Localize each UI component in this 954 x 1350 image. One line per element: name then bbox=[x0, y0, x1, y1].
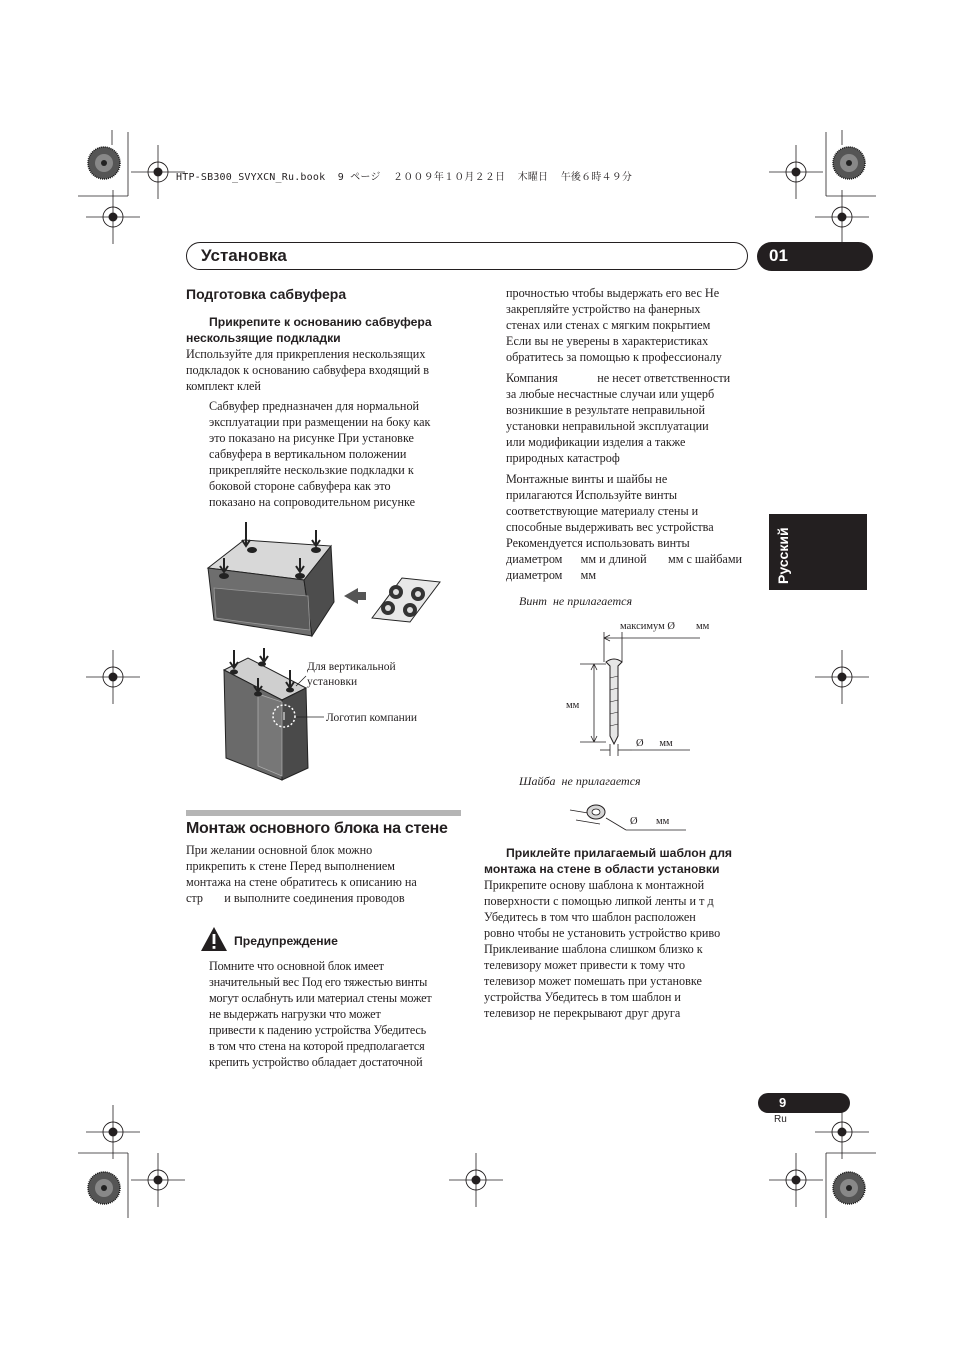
subwoofer-horizontal bbox=[208, 522, 334, 636]
text-line: телевизор не перекрывают друг друга bbox=[484, 1006, 681, 1020]
text-line: При желании основной блок можно bbox=[186, 843, 373, 857]
text-line: прочностью чтобы выдержать его вес Не bbox=[506, 286, 720, 300]
screws-paragraph bbox=[506, 471, 766, 583]
text-line: прикрепляйте нескользкие подкладки к bbox=[209, 463, 414, 477]
language-side-tab bbox=[769, 514, 867, 590]
text-line: установки неправильной эксплуатации bbox=[506, 419, 709, 433]
text-line: телевизору может привести к тому что bbox=[484, 958, 686, 972]
text-line: это показано на рисунке При установке bbox=[209, 431, 414, 445]
step-line: Прикрепите к основанию сабвуфера bbox=[209, 315, 432, 329]
crosshair-target-icon bbox=[769, 1153, 823, 1207]
crosshair-target-icon bbox=[815, 650, 869, 704]
crosshair-target-icon bbox=[86, 650, 140, 704]
text-line: стр и выполните соединения проводов bbox=[186, 891, 405, 905]
text-line: диаметром мм bbox=[506, 568, 597, 582]
text-line: Прикрепите основу шаблона к монтажной bbox=[484, 878, 705, 892]
text-line: способные выдерживать вес устройства bbox=[506, 520, 714, 534]
washer-diagram bbox=[566, 798, 690, 834]
text-line: телевизор может помешать при установке bbox=[484, 974, 702, 988]
text-line: прилагаются Используйте винты bbox=[506, 488, 678, 502]
text-line: ровно чтобы не установить устройство криво bbox=[484, 926, 721, 940]
step-line: монтажа на стене в области установки bbox=[484, 862, 720, 876]
text-line: не выдержать нагрузки что может bbox=[209, 1007, 381, 1021]
text-line: природных катастроф bbox=[506, 451, 620, 465]
page-number-badge bbox=[758, 1093, 850, 1113]
rosette-mark-bottom-left bbox=[86, 1170, 122, 1206]
vertical-install-label bbox=[307, 660, 396, 690]
warning-title: Предупреждение bbox=[234, 934, 338, 948]
liability-paragraph bbox=[506, 370, 766, 466]
crosshair-target-icon bbox=[86, 190, 140, 244]
warning-triangle-icon bbox=[200, 926, 228, 952]
crosshair-target-icon bbox=[131, 1153, 185, 1207]
text-line: Компания не несет ответственности bbox=[506, 371, 731, 385]
subwoofer-note bbox=[209, 398, 469, 510]
chapter-number: 01 bbox=[769, 246, 788, 265]
text-line: в том что стена на которой предполагается bbox=[209, 1039, 425, 1053]
text-line: закрепляйте устройство на фанерных bbox=[506, 302, 701, 316]
text-line: значительный вес Под его тяжестью винты bbox=[209, 975, 428, 989]
text-line: Приклеивание шаблона слишком близко к bbox=[484, 942, 703, 956]
text-line: поверхности с помощью липкой ленты и т д bbox=[484, 894, 714, 908]
step-attach-pads bbox=[186, 314, 466, 346]
text-line: или модификации изделия а также bbox=[506, 435, 686, 449]
wall-mount-heading: Монтаж основного блока на стене bbox=[186, 820, 448, 837]
chapter-number-badge bbox=[757, 242, 873, 271]
step-line: Приклейте прилагаемый шаблон для bbox=[506, 846, 733, 860]
page-number: 9 bbox=[779, 1095, 787, 1110]
rosette-mark-bottom-right bbox=[831, 1170, 867, 1206]
section-divider bbox=[186, 810, 461, 816]
text-line: устройства Убедитесь в том шаблон и bbox=[484, 990, 681, 1004]
text-line: установки bbox=[307, 676, 358, 688]
subwoofer-heading: Подготовка сабвуфера bbox=[186, 286, 347, 302]
text-line: могут ослабнуть или материал стены может bbox=[209, 991, 432, 1005]
warning-text bbox=[209, 958, 471, 1070]
text-line: боковой стороне сабвуфера как это bbox=[209, 479, 391, 493]
text-line: Если вы не уверены в характеристиках bbox=[506, 334, 709, 348]
screw-head-diameter: максимум Ø мм bbox=[620, 621, 710, 632]
step-template bbox=[484, 845, 774, 877]
screw-shaft-diameter: Ø мм bbox=[636, 738, 673, 749]
screw-dimension-diagram bbox=[560, 618, 730, 758]
attach-pads-text bbox=[186, 346, 466, 394]
text-line: диаметром мм и длиной мм с шайбами bbox=[506, 552, 743, 566]
text-line: Монтажные винты и шайбы не bbox=[506, 472, 668, 486]
language-label: Русский bbox=[775, 527, 791, 584]
text-line: эксплуатации при размещении на боку как bbox=[209, 415, 431, 429]
language-code: Ru bbox=[774, 1114, 787, 1125]
text-line: сабвуфера в вертикальном положении bbox=[209, 447, 407, 461]
crosshair-target-icon bbox=[815, 1105, 869, 1159]
text-line: Помните что основной блок имеет bbox=[209, 959, 384, 973]
crosshair-target-icon bbox=[769, 145, 823, 199]
text-line: стенах или стенах с мягким покрытием bbox=[506, 318, 711, 332]
text-line: возникшие в результате неправильной bbox=[506, 403, 706, 417]
text-line: Убедитесь в том что шаблон расположен bbox=[484, 910, 696, 924]
text-line: Сабвуфер предназначен для нормальной bbox=[209, 399, 420, 413]
step-line: нескользящие подкладки bbox=[186, 331, 341, 345]
text-line: монтажа на стене обратитесь к описанию на bbox=[186, 875, 417, 889]
text-line: показано на сопроводительном рисунке bbox=[209, 495, 416, 509]
template-text bbox=[484, 877, 774, 1021]
arrow-left-icon bbox=[344, 588, 366, 604]
text-line: комплект клей bbox=[186, 379, 261, 393]
wall-mount-text bbox=[186, 842, 466, 906]
text-line: соответствующие материалу стены и bbox=[506, 504, 699, 518]
rosette-mark-top-left bbox=[86, 145, 122, 181]
screw-label: Винт не прилагается bbox=[519, 594, 633, 608]
text-line: обратитесь за помощью к профессионалу bbox=[506, 350, 722, 364]
rosette-mark-top-right bbox=[831, 145, 867, 181]
print-header-info: HTP-SB300_SVYXCN_Ru.book 9 ページ ２００９年１０月２２日 木曜日 午後６時４９分 bbox=[176, 172, 633, 183]
subwoofer-pads-illustration bbox=[196, 518, 446, 783]
page-title: Установка bbox=[201, 246, 287, 265]
washer-diameter: Ø мм bbox=[630, 816, 670, 827]
text-line: крепить устройство обладает достаточной bbox=[209, 1055, 423, 1069]
text-line: привести к падению устройства Убедитесь bbox=[209, 1023, 427, 1037]
pads-sheet bbox=[372, 578, 440, 622]
company-logo-label: Логотип компании bbox=[326, 712, 418, 724]
text-line: Рекомендуется использовать винты bbox=[506, 536, 690, 550]
crosshair-target-icon bbox=[815, 190, 869, 244]
text-line: Для вертикальной bbox=[307, 661, 396, 673]
text-line: за любые несчастные случаи или ущерб bbox=[506, 387, 715, 401]
text-line: прикрепить к стене Перед выполнением bbox=[186, 859, 396, 873]
text-line: Используйте для прикрепления нескользящих bbox=[186, 347, 426, 361]
strength-paragraph bbox=[506, 285, 766, 365]
section-title-bar bbox=[186, 242, 748, 270]
screw-length-label: мм bbox=[566, 700, 580, 711]
crosshair-target-icon bbox=[86, 1105, 140, 1159]
washer-label: Шайба не прилагается bbox=[519, 774, 641, 788]
text-line: подкладок к основанию сабвуфера входящий в bbox=[186, 363, 430, 377]
crosshair-target-icon bbox=[449, 1153, 503, 1207]
